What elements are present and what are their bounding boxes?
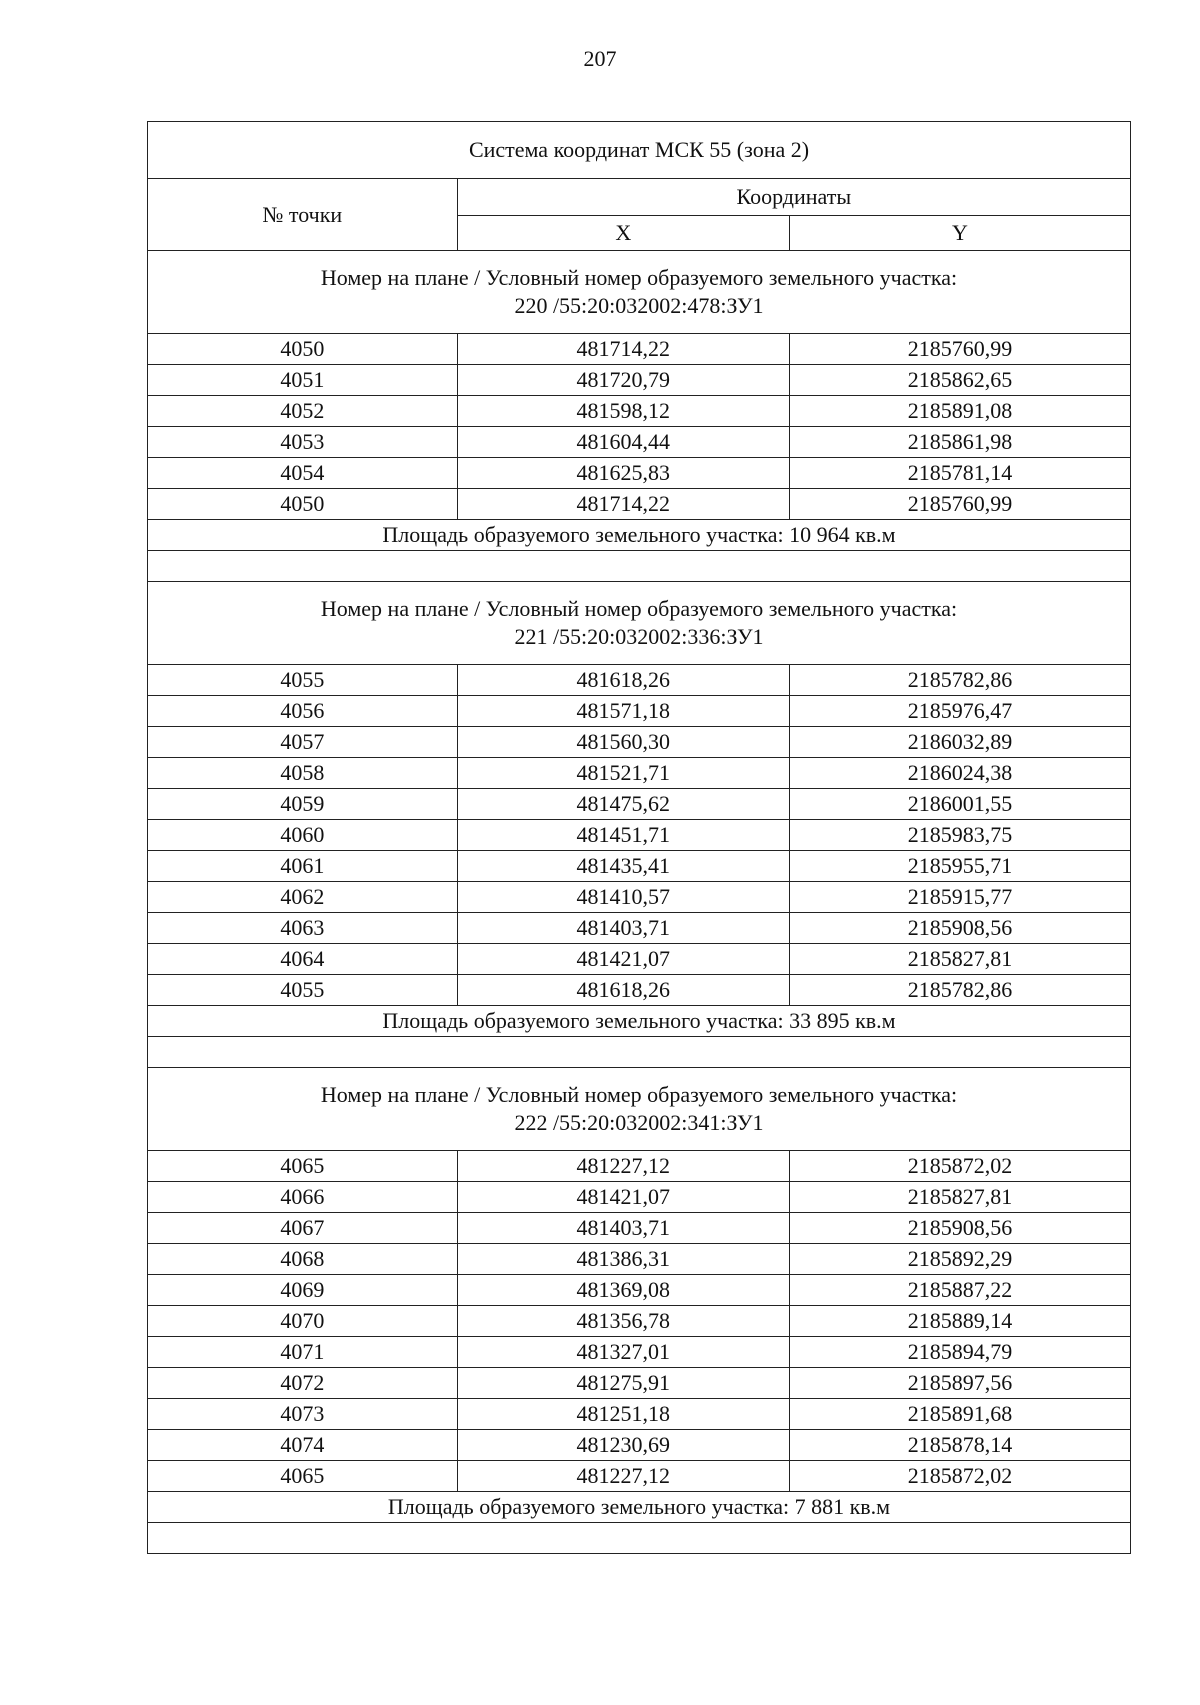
table-row [148, 665, 1131, 696]
x-coordinate-cell: 481421,07 [457, 944, 789, 975]
section-title-line1: Номер на плане / Условный номер образуемого земельного участка: [320, 596, 958, 621]
table-row [148, 1461, 1131, 1492]
point-number-cell: 4067 [148, 1213, 458, 1244]
y-coordinate-cell: 2185782,86 [789, 975, 1130, 1006]
table-row [148, 427, 1131, 458]
point-number-cell: 4057 [148, 727, 458, 758]
point-number-cell: 4063 [148, 913, 458, 944]
page-number: 207 [583, 46, 617, 71]
point-number-cell: 4051 [148, 365, 458, 396]
area-text: Площадь образуемого земельного участка: 10 964 кв.м [148, 520, 1131, 551]
table-row [148, 1213, 1131, 1244]
point-number-cell: 4065 [148, 1151, 458, 1182]
x-coordinate-cell: 481618,26 [457, 665, 789, 696]
y-header: Y [789, 216, 1130, 251]
x-coordinate-cell: 481714,22 [457, 334, 789, 365]
x-coordinate-cell: 481720,79 [457, 365, 789, 396]
table-row [148, 913, 1131, 944]
point-number-cell: 4058 [148, 758, 458, 789]
section-title-line1: Номер на плане / Условный номер образуемого земельного участка: [320, 1082, 958, 1107]
section-title-line2: 220 /55:20:032002:478:ЗУ1 [514, 293, 764, 318]
section-title [148, 582, 1131, 665]
point-number-cell: 4065 [148, 1461, 458, 1492]
x-coordinate-cell: 481251,18 [457, 1399, 789, 1430]
x-coordinate-cell: 481475,62 [457, 789, 789, 820]
table-row [148, 851, 1131, 882]
area-row [148, 1006, 1131, 1037]
y-coordinate-cell: 2185983,75 [789, 820, 1130, 851]
y-coordinate-cell: 2185891,68 [789, 1399, 1130, 1430]
spacer-cell [148, 1523, 1131, 1554]
y-coordinate-cell: 2185827,81 [789, 1182, 1130, 1213]
area-text: Площадь образуемого земельного участка: 7 881 кв.м [148, 1492, 1131, 1523]
spacer-row [148, 551, 1131, 582]
coordinates-table [147, 121, 1131, 1554]
table-row [148, 365, 1131, 396]
table-row [148, 1306, 1131, 1337]
point-number-cell: 4061 [148, 851, 458, 882]
x-coordinate-cell: 481521,71 [457, 758, 789, 789]
point-number-cell: 4054 [148, 458, 458, 489]
y-coordinate-cell: 2185878,14 [789, 1430, 1130, 1461]
point-number-header: № точки [148, 179, 458, 251]
x-coordinate-cell: 481421,07 [457, 1182, 789, 1213]
spacer-row [148, 1523, 1131, 1554]
x-coordinate-cell: 481275,91 [457, 1368, 789, 1399]
x-coordinate-cell: 481571,18 [457, 696, 789, 727]
table-row [148, 1244, 1131, 1275]
point-number-cell: 4074 [148, 1430, 458, 1461]
y-coordinate-cell: 2185955,71 [789, 851, 1130, 882]
area-row [148, 1492, 1131, 1523]
y-coordinate-cell: 2185760,99 [789, 334, 1130, 365]
point-number-cell: 4055 [148, 975, 458, 1006]
x-coordinate-cell: 481227,12 [457, 1461, 789, 1492]
coordinate-system-row [148, 122, 1131, 179]
spacer-cell [148, 551, 1131, 582]
section-title-row [148, 251, 1131, 334]
table-row [148, 975, 1131, 1006]
point-number-cell: 4066 [148, 1182, 458, 1213]
table-row [148, 334, 1131, 365]
table-row [148, 944, 1131, 975]
x-coordinate-cell: 481451,71 [457, 820, 789, 851]
y-coordinate-cell: 2185976,47 [789, 696, 1130, 727]
table-row [148, 789, 1131, 820]
point-number-cell: 4071 [148, 1337, 458, 1368]
x-coordinate-cell: 481435,41 [457, 851, 789, 882]
table-row [148, 1368, 1131, 1399]
x-coordinate-cell: 481625,83 [457, 458, 789, 489]
point-number-cell: 4070 [148, 1306, 458, 1337]
section-title-row [148, 1068, 1131, 1151]
y-coordinate-cell: 2186024,38 [789, 758, 1130, 789]
section-title-line1: Номер на плане / Условный номер образуемого земельного участка: [320, 265, 958, 290]
table-row [148, 489, 1131, 520]
x-coordinate-cell: 481598,12 [457, 396, 789, 427]
section-title [148, 251, 1131, 334]
y-coordinate-cell: 2185897,56 [789, 1368, 1130, 1399]
point-number-cell: 4050 [148, 334, 458, 365]
x-coordinate-cell: 481327,01 [457, 1337, 789, 1368]
coordinates-table-body [148, 122, 1131, 1554]
x-coordinate-cell: 481403,71 [457, 1213, 789, 1244]
point-number-cell: 4055 [148, 665, 458, 696]
y-coordinate-cell: 2185872,02 [789, 1151, 1130, 1182]
y-coordinate-cell: 2185872,02 [789, 1461, 1130, 1492]
point-number-cell: 4053 [148, 427, 458, 458]
table-row [148, 1399, 1131, 1430]
coordinate-system-title: Система координат МСК 55 (зона 2) [148, 122, 1131, 179]
x-coordinate-cell: 481386,31 [457, 1244, 789, 1275]
point-number-cell: 4052 [148, 396, 458, 427]
x-coordinate-cell: 481230,69 [457, 1430, 789, 1461]
point-number-cell: 4072 [148, 1368, 458, 1399]
coordinates-header: Координаты [457, 179, 1130, 216]
x-coordinate-cell: 481618,26 [457, 975, 789, 1006]
spacer-row [148, 1037, 1131, 1068]
point-number-cell: 4060 [148, 820, 458, 851]
point-number-cell: 4064 [148, 944, 458, 975]
point-number-cell: 4062 [148, 882, 458, 913]
point-number-cell: 4073 [148, 1399, 458, 1430]
y-coordinate-cell: 2185908,56 [789, 913, 1130, 944]
section-title-row [148, 582, 1131, 665]
y-coordinate-cell: 2185862,65 [789, 365, 1130, 396]
x-coordinate-cell: 481403,71 [457, 913, 789, 944]
point-number-cell: 4068 [148, 1244, 458, 1275]
table-row [148, 727, 1131, 758]
x-coordinate-cell: 481560,30 [457, 727, 789, 758]
table-row [148, 820, 1131, 851]
section-title-line2: 221 /55:20:032002:336:ЗУ1 [514, 624, 764, 649]
y-coordinate-cell: 2185782,86 [789, 665, 1130, 696]
table-row [148, 758, 1131, 789]
area-text: Площадь образуемого земельного участка: 33 895 кв.м [148, 1006, 1131, 1037]
point-number-cell: 4056 [148, 696, 458, 727]
y-coordinate-cell: 2185887,22 [789, 1275, 1130, 1306]
y-coordinate-cell: 2185892,29 [789, 1244, 1130, 1275]
table-row [148, 1275, 1131, 1306]
area-row [148, 520, 1131, 551]
spacer-cell [148, 1037, 1131, 1068]
y-coordinate-cell: 2185908,56 [789, 1213, 1130, 1244]
y-coordinate-cell: 2185827,81 [789, 944, 1130, 975]
section-title [148, 1068, 1131, 1151]
y-coordinate-cell: 2185781,14 [789, 458, 1130, 489]
section-title-line2: 222 /55:20:032002:341:ЗУ1 [514, 1110, 764, 1135]
y-coordinate-cell: 2185861,98 [789, 427, 1130, 458]
table-row [148, 458, 1131, 489]
x-coordinate-cell: 481227,12 [457, 1151, 789, 1182]
y-coordinate-cell: 2186001,55 [789, 789, 1130, 820]
table-row [148, 1151, 1131, 1182]
x-coordinate-cell: 481410,57 [457, 882, 789, 913]
y-coordinate-cell: 2185889,14 [789, 1306, 1130, 1337]
y-coordinate-cell: 2185894,79 [789, 1337, 1130, 1368]
table-row [148, 1430, 1131, 1461]
x-coordinate-cell: 481369,08 [457, 1275, 789, 1306]
x-coordinate-cell: 481714,22 [457, 489, 789, 520]
y-coordinate-cell: 2185915,77 [789, 882, 1130, 913]
table-row [148, 396, 1131, 427]
table-row [148, 1337, 1131, 1368]
point-number-cell: 4059 [148, 789, 458, 820]
y-coordinate-cell: 2185891,08 [789, 396, 1130, 427]
header-row-top [148, 179, 1131, 216]
x-coordinate-cell: 481356,78 [457, 1306, 789, 1337]
point-number-cell: 4050 [148, 489, 458, 520]
x-header: X [457, 216, 789, 251]
table-row [148, 1182, 1131, 1213]
table-row [148, 882, 1131, 913]
x-coordinate-cell: 481604,44 [457, 427, 789, 458]
y-coordinate-cell: 2186032,89 [789, 727, 1130, 758]
point-number-cell: 4069 [148, 1275, 458, 1306]
y-coordinate-cell: 2185760,99 [789, 489, 1130, 520]
table-row [148, 696, 1131, 727]
